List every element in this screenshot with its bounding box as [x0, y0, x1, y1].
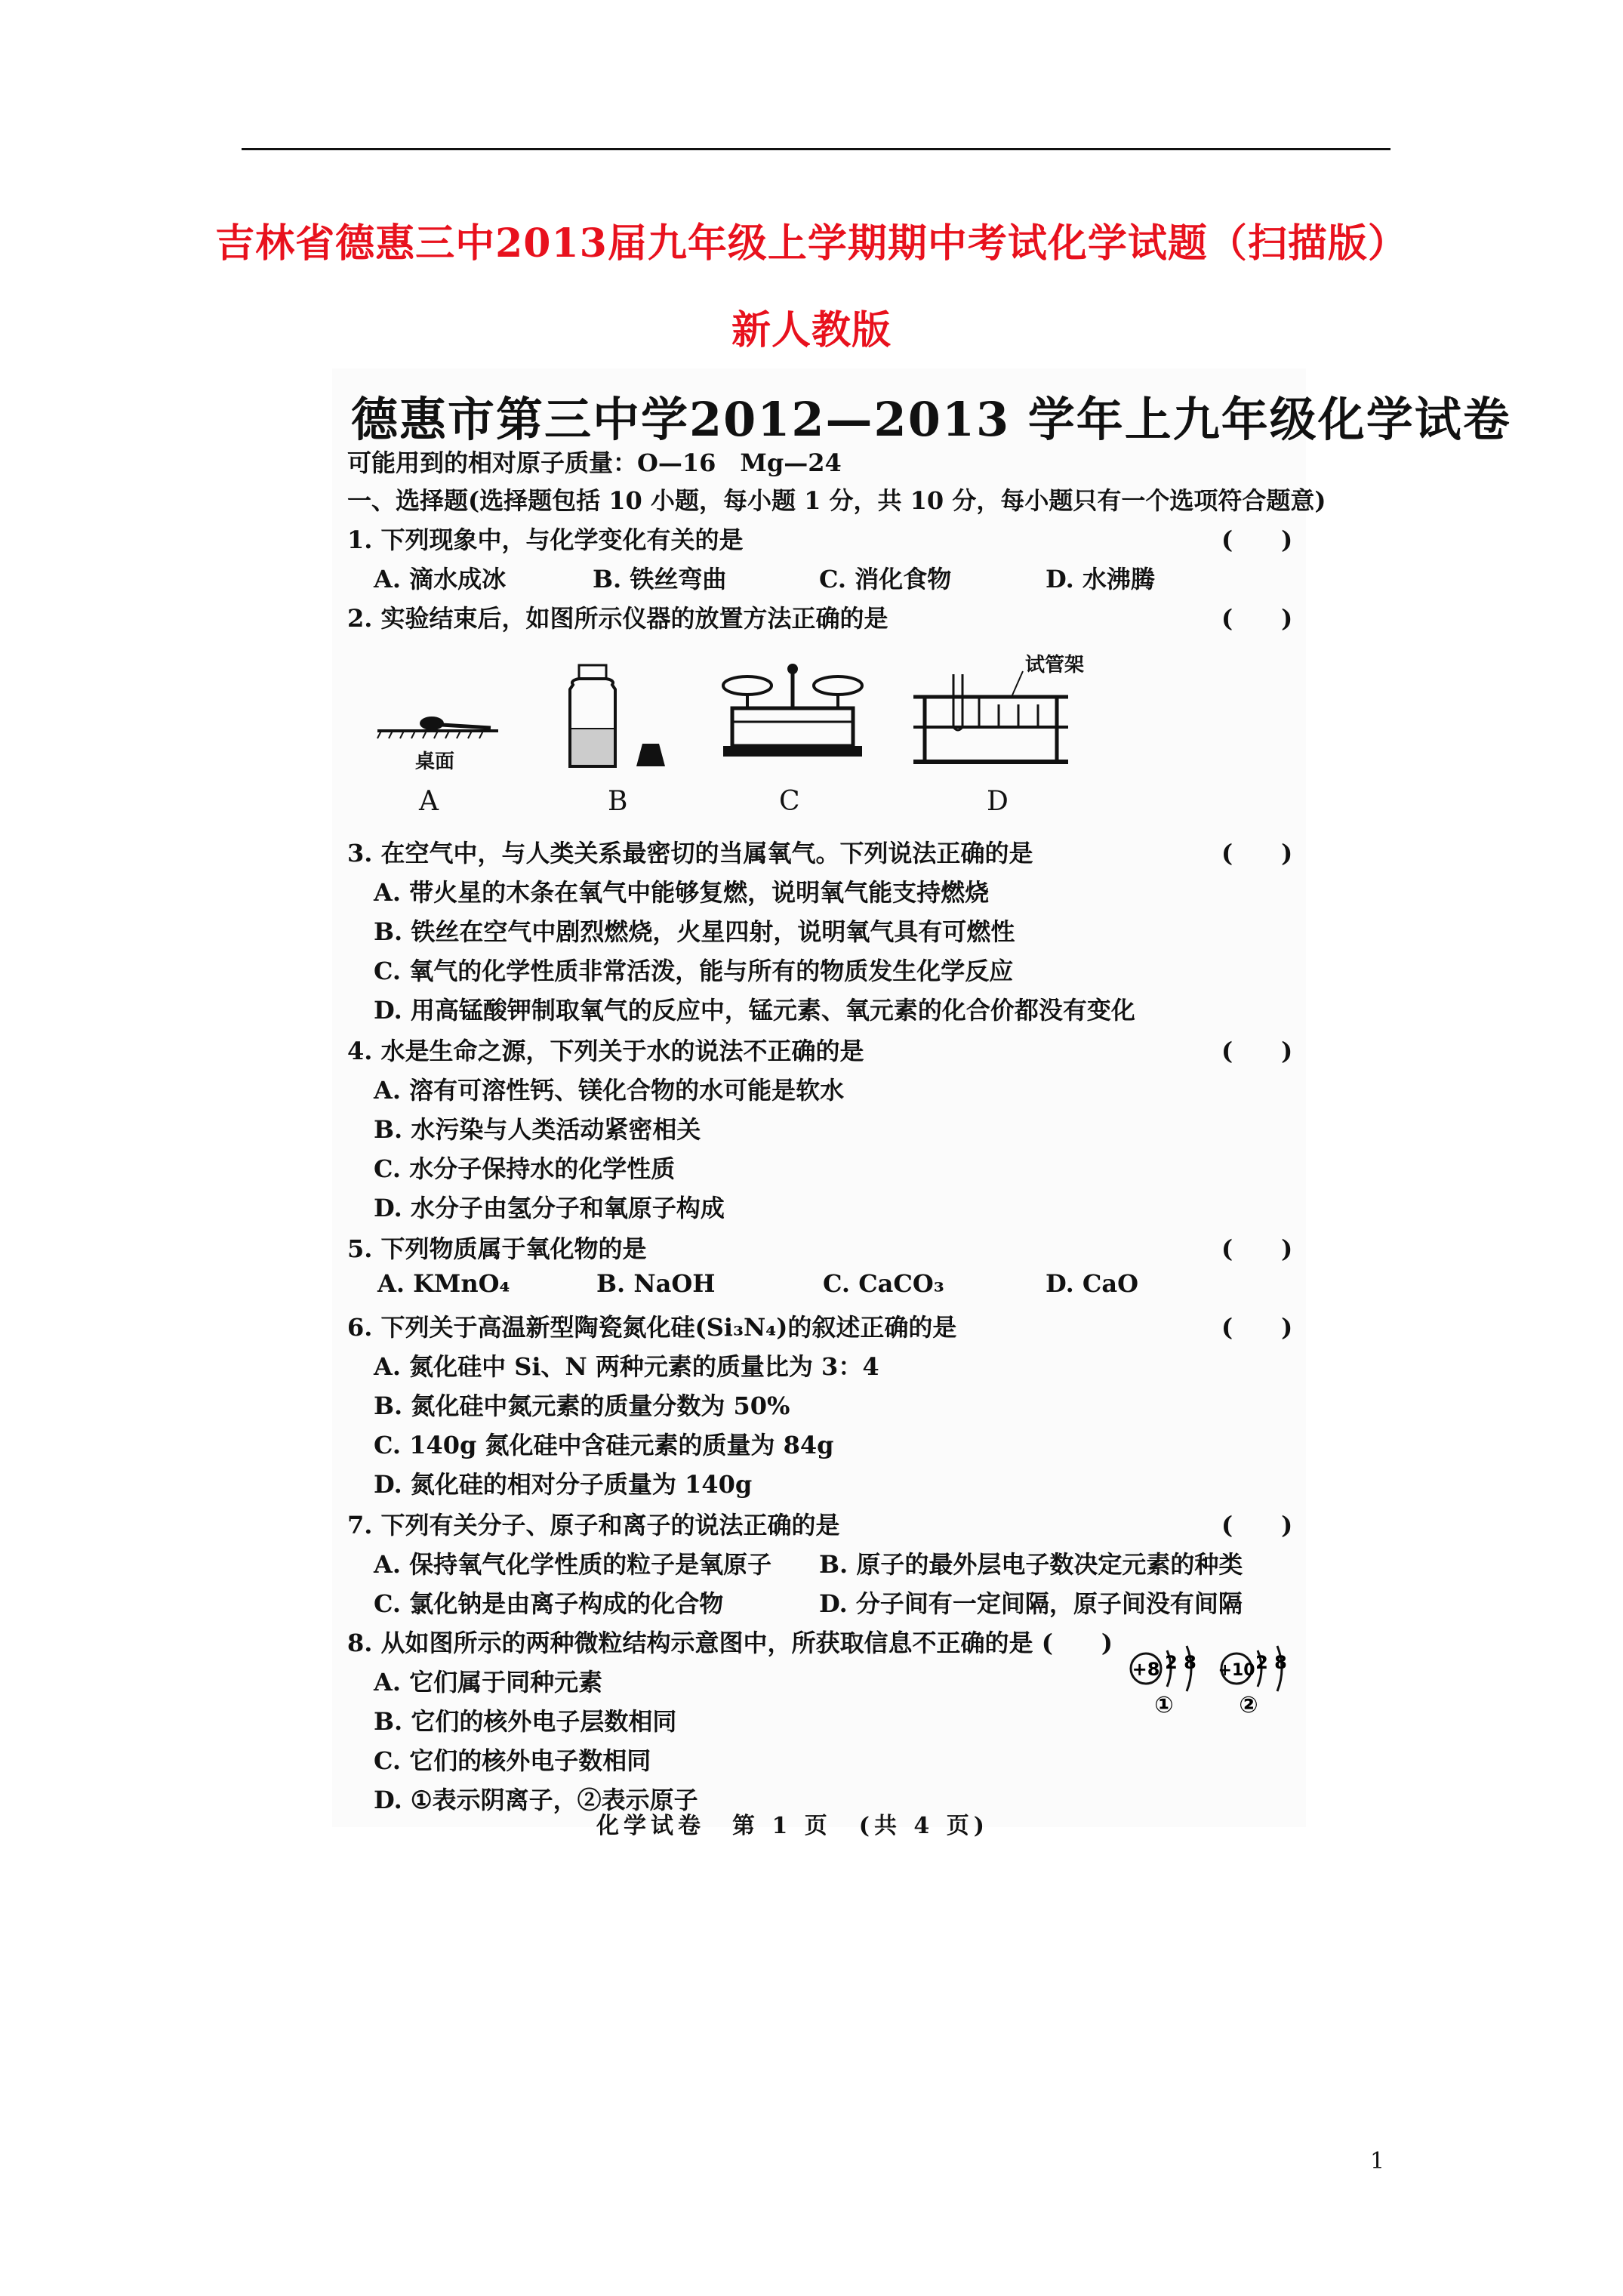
q7-option-b: B. 原子的最外层电子数决定元素的种类	[819, 1550, 1243, 1579]
q1-stem: 1. 下列现象中，与化学变化有关的是	[347, 525, 744, 554]
q6-option-a: A. 氮化硅中 Si、N 两种元素的质量比为 3：4	[374, 1352, 879, 1381]
document-title: 吉林省德惠三中2013届九年级上学期期中考试化学试题（扫描版）	[215, 220, 1408, 267]
q2-label-d: D	[987, 786, 1009, 817]
q5-option-c: C. CaCO₃	[823, 1269, 944, 1298]
q8-option-c: C. 它们的核外电子数相同	[374, 1746, 651, 1775]
q3-option-d: D. 用高锰酸钾制取氧气的反应中，锰元素、氧元素的化合价都没有变化	[374, 996, 1135, 1025]
q3-stem: 3. 在空气中，与人类关系最密切的当属氧气。下列说法正确的是	[347, 839, 1033, 868]
top-rule	[242, 148, 1390, 150]
test-tube-rack-diagram	[910, 667, 1076, 772]
q2-label-b: B	[608, 786, 628, 817]
q8-stem: 8. 从如图所示的两种微粒结构示意图中，所获取信息不正确的是 ( )	[347, 1629, 1113, 1657]
q1-option-c: C. 消化食物	[819, 565, 952, 593]
section-heading: 一、选择题(选择题包括 10 小题，每小题 1 分，共 10 分，每小题只有一个选项符合题意)	[347, 486, 1326, 515]
q6-option-b: B. 氮化硅中氮元素的质量分数为 50%	[374, 1391, 790, 1420]
particle-2-shells: 2 8	[1255, 1652, 1287, 1673]
test-tube-rack-label: 试管架	[1025, 654, 1085, 676]
particle-1-label: ①	[1154, 1692, 1174, 1718]
q3-option-a: A. 带火星的木条在氧气中能够复燃，说明氧气能支持燃烧	[374, 878, 990, 907]
atomic-masses: 可能用到的相对原子质量：O—16 Mg—24	[347, 448, 842, 477]
q7-answer-paren: ( )	[1221, 1511, 1293, 1539]
q3-answer-paren: ( )	[1221, 839, 1293, 868]
q6-stem: 6. 下列关于高温新型陶瓷氮化硅(Si₃N₄)的叙述正确的是	[347, 1313, 957, 1342]
q5-option-d: D. CaO	[1046, 1269, 1138, 1298]
particle-1-nucleus: +8	[1132, 1659, 1160, 1680]
q1-option-d: D. 水沸腾	[1046, 565, 1155, 593]
q4-answer-paren: ( )	[1221, 1037, 1293, 1065]
q5-answer-paren: ( )	[1221, 1234, 1293, 1263]
q7-option-c: C. 氯化钠是由离子构成的化合物	[374, 1589, 724, 1618]
reagent-bottle-diagram	[562, 659, 683, 772]
q4-option-a: A. 溶有可溶性钙、镁化合物的水可能是软水	[374, 1076, 845, 1105]
q4-option-b: B. 水污染与人类活动紧密相关	[374, 1115, 701, 1144]
particle-diagram-1	[1125, 1637, 1215, 1718]
q4-stem: 4. 水是生命之源，下列关于水的说法不正确的是	[347, 1037, 864, 1065]
document-subtitle: 新人教版	[731, 307, 892, 353]
q4-option-d: D. 水分子由氢分子和氧原子构成	[374, 1194, 725, 1222]
q5-option-b: B. NaOH	[596, 1269, 716, 1298]
q3-option-b: B. 铁丝在空气中剧烈燃烧，火星四射，说明氧气具有可燃性	[374, 917, 1015, 946]
q6-option-d: D. 氮化硅的相对分子质量为 140g	[374, 1470, 753, 1499]
q1-option-a: A. 滴水成冰	[374, 565, 507, 593]
q2-label-c: C	[779, 786, 800, 817]
q8-option-d: D. ①表示阴离子，②表示原子	[374, 1786, 698, 1814]
exam-title: 德惠市第三中学2012—2013 学年上九年级化学试卷	[351, 392, 1511, 447]
desk-label: 桌面	[415, 750, 455, 773]
balance-diagram	[717, 655, 868, 769]
page-number: 1	[1370, 2148, 1385, 2174]
q8-option-b: B. 它们的核外电子层数相同	[374, 1707, 677, 1736]
q2-label-a: A	[419, 786, 439, 817]
q7-option-d: D. 分子间有一定间隔，原子间没有间隔	[819, 1589, 1243, 1618]
q1-option-b: B. 铁丝弯曲	[593, 565, 727, 593]
q5-stem: 5. 下列物质属于氧化物的是	[347, 1234, 647, 1263]
q3-option-c: C. 氧气的化学性质非常活泼，能与所有的物质发生化学反应	[374, 957, 1014, 985]
q5-option-a: A. KMnO₄	[377, 1269, 510, 1298]
q7-option-a: A. 保持氧气化学性质的粒子是氧原子	[374, 1550, 772, 1579]
exam-footer: 化学试卷 第 1 页 (共 4 页)	[596, 1813, 989, 1839]
q2-answer-paren: ( )	[1221, 604, 1293, 633]
q8-option-a: A. 它们属于同种元素	[374, 1668, 603, 1697]
q1-answer-paren: ( )	[1221, 525, 1293, 554]
q7-stem: 7. 下列有关分子、原子和离子的说法正确的是	[347, 1511, 840, 1539]
particle-1-shells: 2 8	[1165, 1652, 1196, 1673]
q4-option-c: C. 水分子保持水的化学性质	[374, 1154, 676, 1183]
q6-answer-paren: ( )	[1221, 1313, 1293, 1342]
scanned-exam-page	[332, 368, 1511, 1839]
q2-stem: 2. 实验结束后，如图所示仪器的放置方法正确的是	[347, 604, 888, 633]
particle-diagram-2	[1215, 1637, 1306, 1718]
q6-option-c: C. 140g 氮化硅中含硅元素的质量为 84g	[374, 1431, 834, 1459]
particle-2-nucleus: +10	[1218, 1661, 1255, 1680]
particle-2-label: ②	[1239, 1692, 1258, 1718]
